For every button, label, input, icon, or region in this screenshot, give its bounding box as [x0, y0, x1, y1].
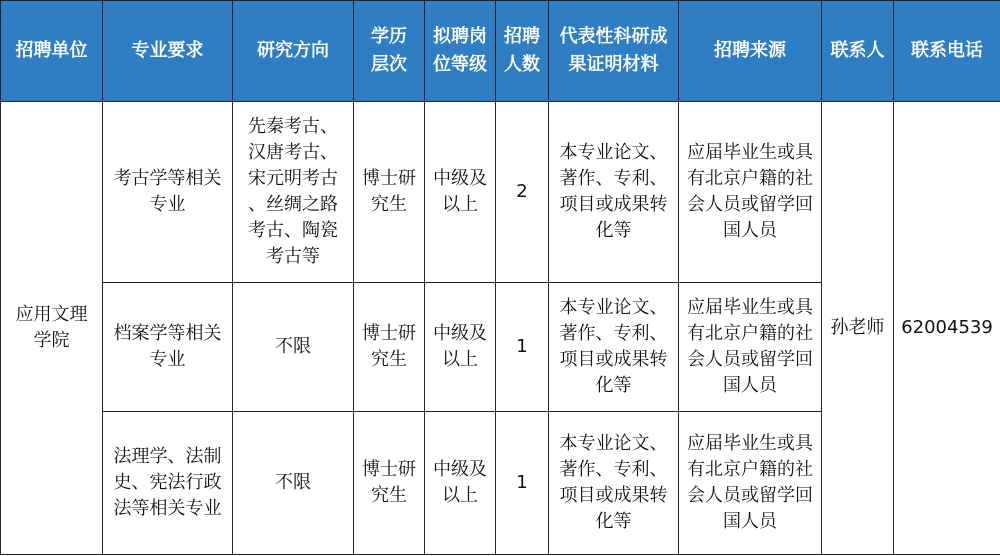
header-source: 招聘来源	[679, 1, 822, 102]
source-cell: 应届毕业生或具 有北京户籍的社 会人员或留学回 国人员	[679, 412, 822, 555]
count-cell: 2	[496, 102, 549, 283]
header-row	[1, 1, 1000, 102]
research-cell: 先秦考古、 汉唐考古、 宋元明考古 、丝绸之路 考古、陶瓷 考古等	[233, 102, 354, 283]
header-degree: 学历 层次	[354, 1, 425, 102]
source-cell: 应届毕业生或具 有北京户籍的社 会人员或留学回 国人员	[679, 283, 822, 412]
major-cell: 考古学等相关 专业	[103, 102, 233, 283]
level-cell: 中级及 以上	[425, 102, 496, 283]
table-row	[1, 102, 1000, 283]
materials-cell: 本专业论文、 著作、专利、 项目或成果转 化等	[549, 283, 679, 412]
degree-cell: 博士研 究生	[354, 102, 425, 283]
header-count: 招聘 人数	[496, 1, 549, 102]
research-cell: 不限	[233, 412, 354, 555]
count-cell: 1	[496, 283, 549, 412]
materials-cell: 本专业论文、 著作、专利、 项目或成果转 化等	[549, 412, 679, 555]
degree-cell: 博士研 究生	[354, 412, 425, 555]
research-cell: 不限	[233, 283, 354, 412]
header-contact: 联系人	[822, 1, 894, 102]
major-cell: 法理学、法制 史、宪法行政 法等相关专业	[103, 412, 233, 555]
header-unit: 招聘单位	[1, 1, 103, 102]
major-cell: 档案学等相关 专业	[103, 283, 233, 412]
header-materials: 代表性科研成 果证明材料	[549, 1, 679, 102]
phone-cell: 62004539	[894, 102, 1000, 555]
header-level: 拟聘岗 位等级	[425, 1, 496, 102]
contact-cell: 孙老师	[822, 102, 894, 555]
level-cell: 中级及 以上	[425, 412, 496, 555]
count-cell: 1	[496, 412, 549, 555]
source-cell: 应届毕业生或具 有北京户籍的社 会人员或留学回 国人员	[679, 102, 822, 283]
degree-cell: 博士研 究生	[354, 283, 425, 412]
unit-cell: 应用文理 学院	[1, 102, 103, 555]
header-phone: 联系电话	[894, 1, 1000, 102]
materials-cell: 本专业论文、 著作、专利、 项目或成果转 化等	[549, 102, 679, 283]
header-research: 研究方向	[233, 1, 354, 102]
level-cell: 中级及 以上	[425, 283, 496, 412]
header-major: 专业要求	[103, 1, 233, 102]
